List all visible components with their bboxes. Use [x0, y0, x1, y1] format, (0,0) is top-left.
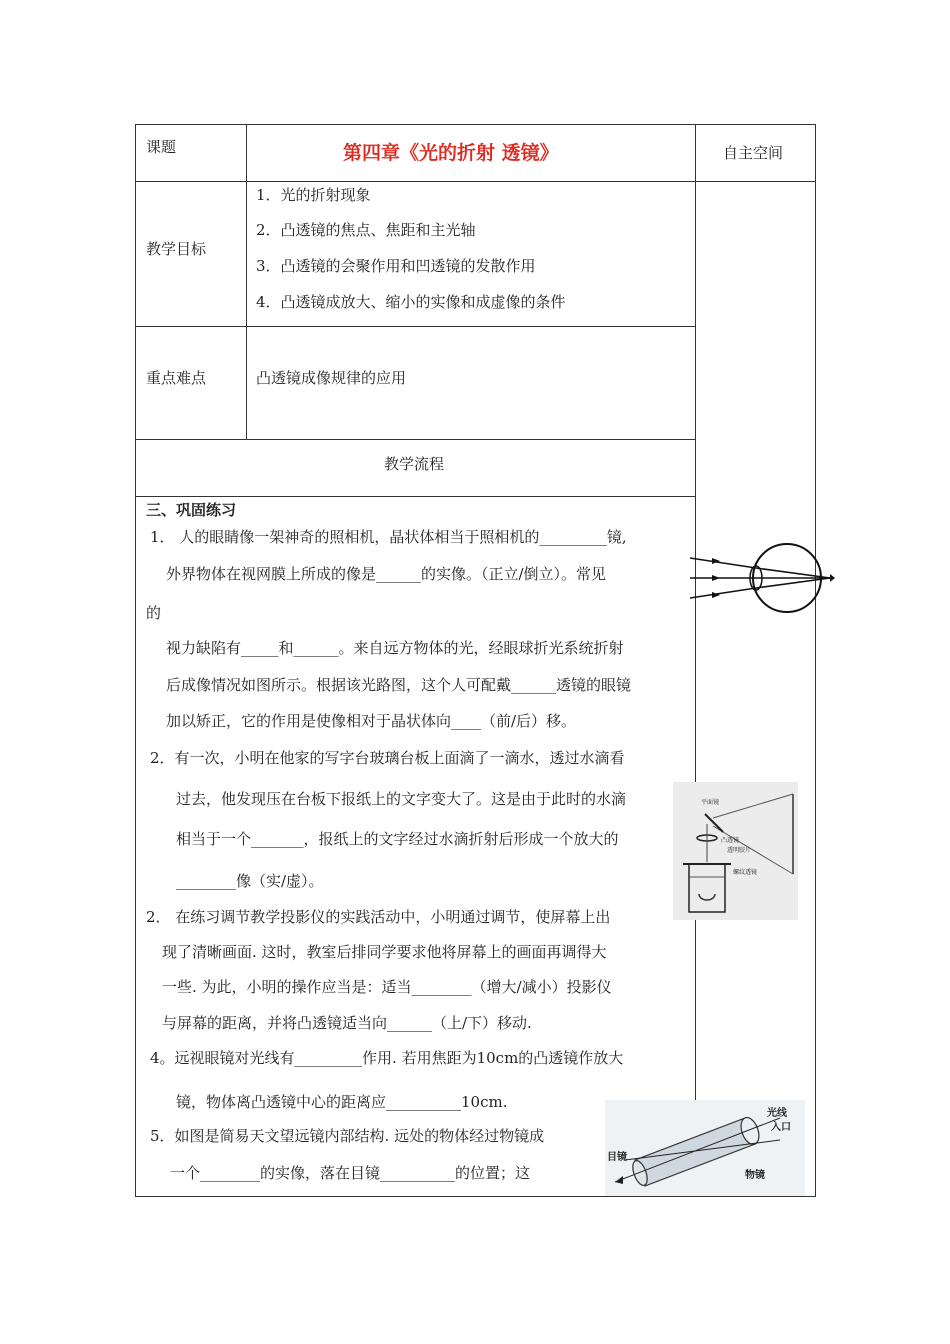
objective-item: 4．凸透镜成放大、缩小的实像和成虚像的条件 [256, 293, 566, 311]
key-points-text: 凸透镜成像规律的应用 [256, 369, 407, 387]
question-1-line: 的 [146, 604, 162, 622]
question-3-line: 与屏幕的距离，并将凸透镜适当向______（上/下）移动. [162, 1014, 532, 1032]
practice-heading: 三、巩固练习 [146, 501, 237, 519]
question-3-line: 2． 在练习调节教学投影仪的实践活动中，小明通过调节，使屏幕上出 [146, 908, 611, 926]
teaching-flow-label: 教学流程 [384, 455, 445, 473]
objective-item: 1．光的折射现象 [256, 186, 371, 204]
projector-label: 凸透镜 [721, 837, 740, 844]
table-top-border [135, 124, 816, 125]
telescope-label: 目镜 [607, 1152, 627, 1163]
eye-lens-diagram-icon [690, 540, 835, 620]
question-4-line: 4。远视眼镜对光线有_________作用. 若用焦距为10cm的凸透镜作放大 [150, 1049, 624, 1067]
question-1-line: 视力缺陷有_____和______。来自远方物体的光，经眼球折光系统折射 [166, 639, 624, 657]
question-1-line: 后成像情况如图所示。根据该光路图，这个人可配戴______透镜的眼镜 [166, 676, 632, 694]
question-3-line: 一些. 为此，小明的操作应当是：适当________（增大/减小）投影仪 [162, 978, 612, 996]
telescope-label: 入口 [771, 1122, 791, 1133]
table-right-border [815, 124, 816, 1197]
question-2-line: 2．有一次，小明在他家的写字台玻璃台板上面滴了一滴水，透过水滴看 [150, 749, 625, 767]
label-column-divider [246, 124, 247, 439]
telescope-label: 光线 [767, 1108, 787, 1119]
question-1-line: 加以矫正，它的作用是使像相对于晶状体向____（前/后）移。 [166, 712, 577, 730]
row-divider-4 [135, 496, 696, 497]
question-1-line: 外界物体在视网膜上所成的像是______的实像。（正立/倒立）。常见 [166, 565, 607, 583]
question-2-line: ________像（实/虚）。 [176, 872, 324, 890]
question-2-line: 过去，他发现压在台板下报纸上的文字变大了。这是由于此时的水滴 [176, 790, 627, 808]
table-bottom-border [135, 1196, 816, 1197]
question-1-line: 1． 人的眼睛像一架神奇的照相机，晶状体相当于照相机的_________镜, [150, 528, 627, 546]
objective-item: 2．凸透镜的焦点、焦距和主光轴 [256, 221, 476, 239]
projector-label: 螺纹透镜 [733, 869, 758, 876]
subject-label: 课题 [146, 138, 177, 156]
telescope-diagram-icon [605, 1100, 805, 1196]
page-title: 第四章《光的折射 透镜》 [343, 142, 559, 164]
telescope-label: 物镜 [745, 1170, 765, 1181]
question-2-line: 相当于一个_______，报纸上的文字经过水滴折射后形成一个放大的 [176, 830, 619, 848]
question-4-line: 镜，物体离凸透镜中心的距离应__________10cm. [176, 1093, 508, 1111]
main-column-divider [695, 124, 696, 1197]
row-divider-3 [135, 439, 696, 440]
objectives-label: 教学目标 [146, 240, 207, 258]
table-left-border [135, 124, 136, 1197]
self-study-space-label: 自主空间 [723, 144, 784, 162]
question-3-line: 现了清晰画面. 这时，教室后排同学要求他将屏幕上的画面再调得大 [162, 943, 607, 961]
row-divider-2 [135, 326, 696, 327]
projector-label: 透明胶片 [727, 847, 752, 854]
objective-item: 3．凸透镜的会聚作用和凹透镜的发散作用 [256, 257, 536, 275]
projector-label: 平面镜 [701, 799, 720, 806]
projector-diagram-icon [673, 782, 798, 920]
key-points-label: 重点难点 [146, 369, 207, 387]
row-divider-1 [135, 181, 816, 182]
question-5-line: 一个________的实像，落在目镜__________的位置；这 [170, 1164, 531, 1182]
question-5-line: 5．如图是简易天文望远镜内部结构. 远处的物体经过物镜成 [150, 1127, 545, 1145]
